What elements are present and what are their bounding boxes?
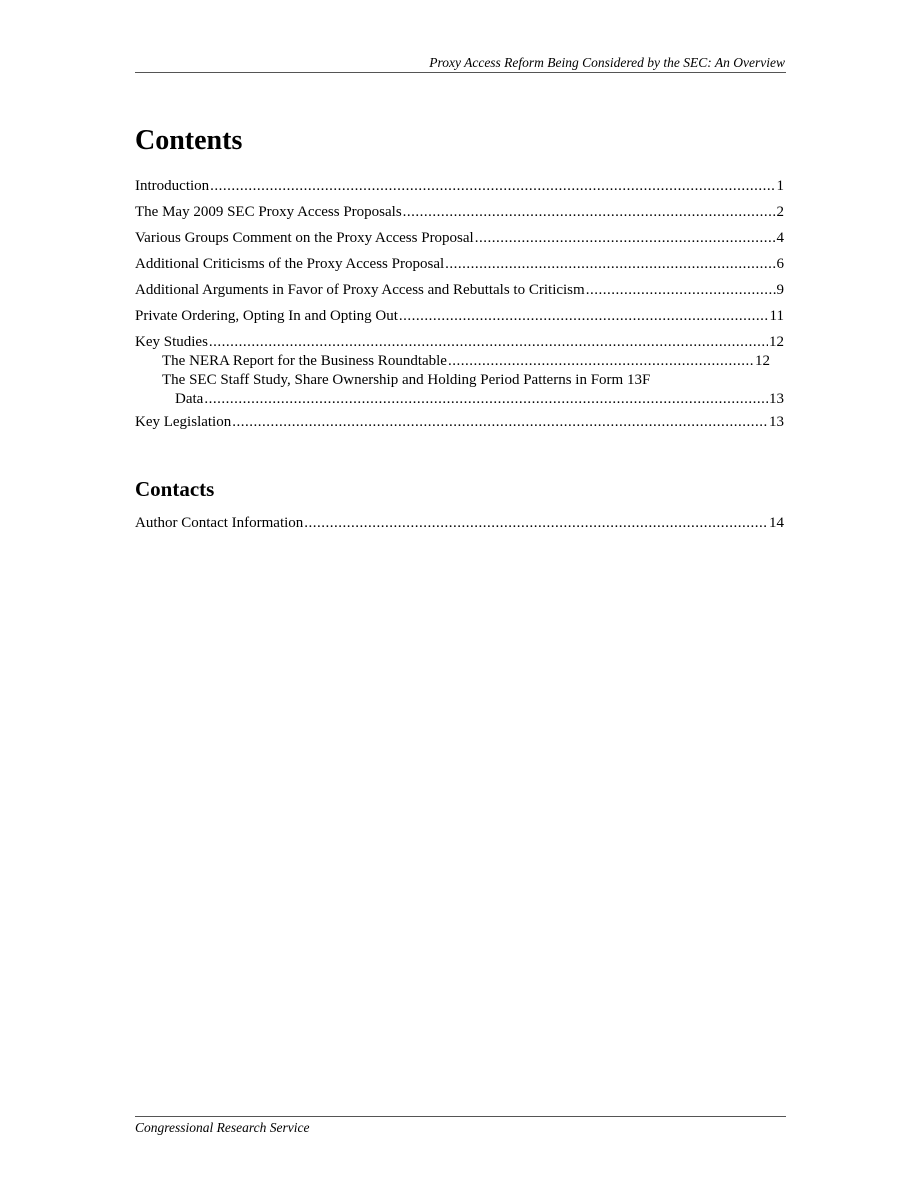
toc-entry-title: The NERA Report for the Business Roundtable bbox=[162, 353, 447, 369]
toc-entry-author-contact[interactable] bbox=[135, 514, 784, 533]
toc-entry-title-line1: The SEC Staff Study, Share Ownership and Holding Period Patterns in Form 13F bbox=[162, 372, 651, 388]
toc-entry-groups-comment[interactable] bbox=[135, 229, 784, 248]
toc-entry-title: Various Groups Comment on the Proxy Access Proposal bbox=[135, 230, 474, 246]
dot-leader bbox=[445, 255, 775, 274]
toc-entry-page: 9 bbox=[776, 282, 784, 298]
toc-subentry-nera-report[interactable] bbox=[162, 352, 770, 371]
toc-entry-page: 2 bbox=[776, 204, 784, 220]
toc-entry-title: Introduction bbox=[135, 178, 210, 194]
toc-entry-page: 13 bbox=[769, 414, 784, 430]
toc-entry-additional-criticisms[interactable] bbox=[135, 255, 784, 274]
footer-rule bbox=[135, 1116, 786, 1117]
dot-leader bbox=[304, 514, 768, 533]
toc-entry-key-legislation[interactable] bbox=[135, 413, 784, 432]
toc-entry-key-studies[interactable] bbox=[135, 333, 784, 352]
toc-entry-title: Author Contact Information bbox=[135, 515, 304, 531]
toc-entry-title-line2: Data bbox=[175, 391, 204, 407]
running-footer: Congressional Research Service bbox=[135, 1120, 310, 1135]
toc-entry-title: The May 2009 SEC Proxy Access Proposals bbox=[135, 204, 402, 220]
dot-leader bbox=[399, 307, 769, 326]
toc-entry-page: 12 bbox=[755, 353, 770, 369]
dot-leader bbox=[232, 413, 768, 432]
toc-entry-introduction[interactable] bbox=[135, 177, 784, 196]
contents-list bbox=[135, 177, 784, 439]
dot-leader bbox=[210, 177, 775, 196]
toc-entry-may-2009-proposals[interactable] bbox=[135, 203, 784, 222]
toc-entry-page: 11 bbox=[769, 308, 784, 324]
dot-leader bbox=[209, 333, 768, 352]
contacts-list bbox=[135, 514, 784, 540]
contents-heading: Contents bbox=[135, 125, 243, 156]
toc-entry-arguments-in-favor[interactable] bbox=[135, 281, 784, 300]
dot-leader bbox=[586, 281, 776, 300]
toc-entry-title: Private Ordering, Opting In and Opting Out bbox=[135, 308, 398, 324]
dot-leader bbox=[204, 390, 768, 409]
header-rule bbox=[135, 72, 786, 73]
contacts-heading: Contacts bbox=[135, 477, 215, 501]
running-header: Proxy Access Reform Being Considered by the SEC: An Overview bbox=[429, 55, 785, 70]
toc-entry-page: 6 bbox=[776, 256, 784, 272]
dot-leader bbox=[403, 203, 776, 222]
toc-entry-private-ordering[interactable] bbox=[135, 307, 784, 326]
dot-leader bbox=[475, 229, 776, 248]
toc-entry-title: Additional Criticisms of the Proxy Access Proposal bbox=[135, 256, 445, 272]
toc-entry-page: 14 bbox=[769, 515, 784, 531]
toc-entry-title: Key Studies bbox=[135, 334, 208, 350]
toc-entry-page: 13 bbox=[769, 391, 784, 407]
toc-entry-page: 12 bbox=[769, 334, 784, 350]
toc-entry-title: Additional Arguments in Favor of Proxy Access and Rebuttals to Criticism bbox=[135, 282, 585, 298]
toc-subentry-sec-staff-study[interactable] bbox=[162, 371, 784, 409]
toc-entry-page: 4 bbox=[776, 230, 784, 246]
toc-entry-page: 1 bbox=[776, 178, 784, 194]
toc-entry-title: Key Legislation bbox=[135, 414, 232, 430]
dot-leader bbox=[448, 352, 754, 371]
